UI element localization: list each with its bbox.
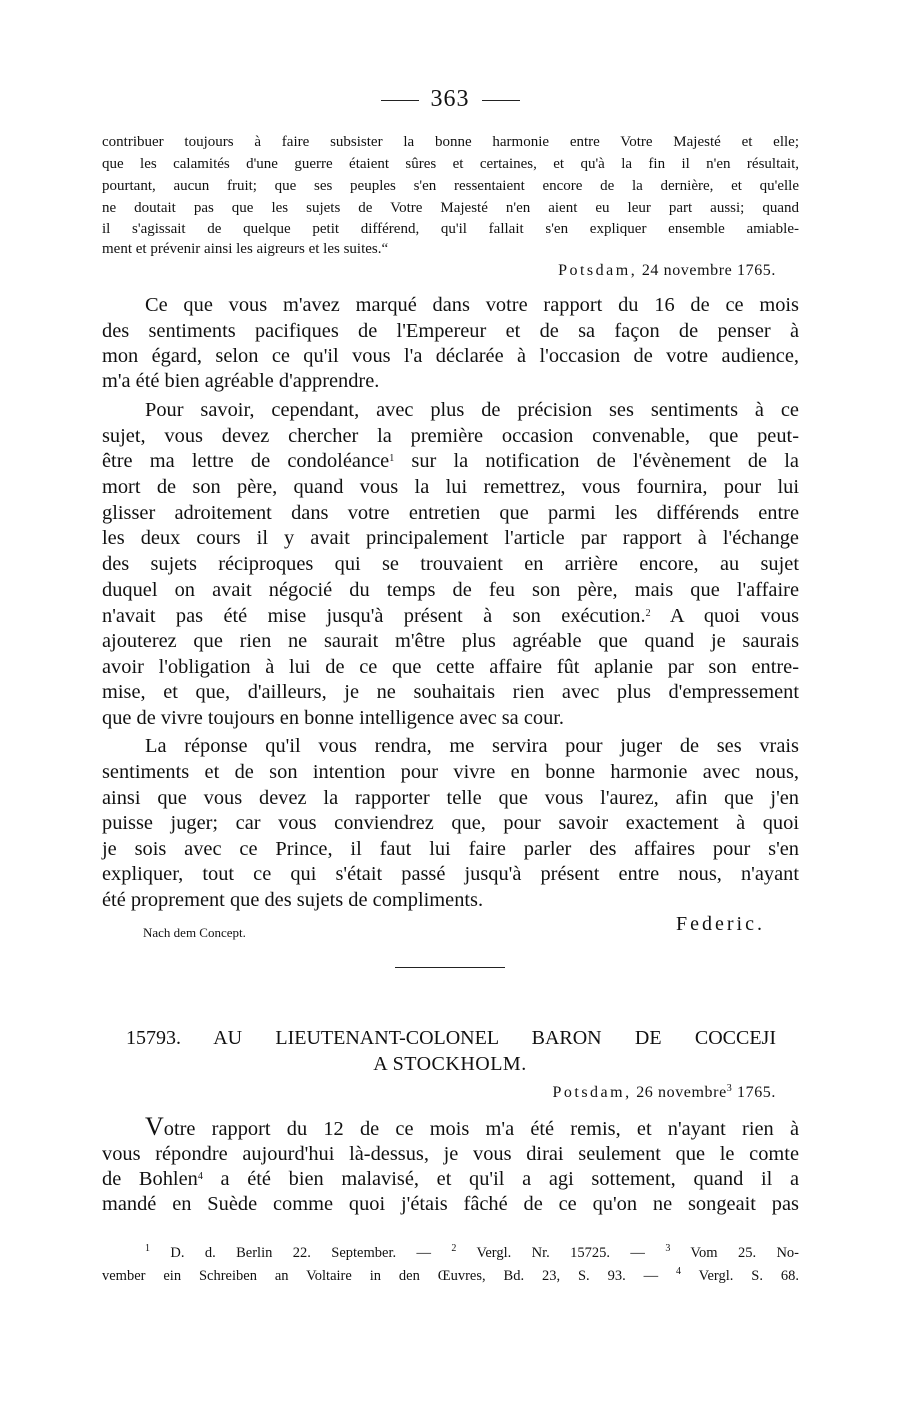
footnote-text: vember ein Schreiben an Voltaire in den Œuvres, Bd. 23, S. 93. — [102, 1268, 676, 1284]
footnote-marker: 2 [451, 1243, 457, 1254]
body-line: glisser adroitement dans votre entretien que parmi les différends entre [102, 502, 799, 524]
body-line: des sujets réciproques qui se trouvaient en arrière encore, au sujet [102, 553, 799, 575]
quote-line: contribuer toujours à faire subsister la bonne harmonie entre Votre Majesté et elle; [102, 134, 799, 150]
source-note: Nach dem Concept. [143, 925, 246, 940]
body-line: ajouterez que rien ne saurait m'être plus agréable que quand je saurais [102, 630, 799, 652]
body-line: m'a été bien agréable d'apprendre. [102, 370, 380, 392]
text-run: de Bohlen [102, 1168, 198, 1190]
letter-number: 15793. [126, 1027, 181, 1049]
footnote-text: Vergl. Nr. 15725. — [456, 1245, 666, 1261]
footnote-marker: 1 [145, 1243, 150, 1254]
body-line [145, 1114, 799, 1140]
body-line: mandé en Suède comme quoi j'étais fâché de ce qu'on ne songeait pas [102, 1193, 799, 1215]
dateline-place: Potsdam, [558, 262, 638, 279]
body-line: des sentiments pacifiques de l'Empereur et de sa façon de penser à [102, 320, 799, 342]
quote-line: ne doutait pas que les sujets de Votre Majesté n'en aient eu leur part aussi; quand [102, 200, 799, 216]
section-divider [395, 967, 505, 968]
body-line [102, 603, 799, 629]
body-line: Ce que vous m'avez marqué dans votre rapport du 16 de ce mois [145, 294, 799, 316]
footnote-line [102, 1268, 799, 1285]
footnote-ref: 1 [389, 453, 395, 464]
body-line: Pour savoir, cependant, avec plus de précision ses sentiments à ce [145, 399, 799, 421]
footnote-ref: 2 [645, 608, 651, 619]
quote-line: que les calamités d'une guerre étaient sûres et certaines, et qu'à la fin il n'en résultait, [102, 156, 799, 172]
body-line: les deux cours il y avait principalement l'article par rapport à l'échange [102, 527, 799, 549]
body-line: sujet, vous devez chercher la première occasion convenable, que peut- [102, 425, 799, 447]
body-line: La réponse qu'il vous rendra, me servira pour juger de ses vrais [145, 735, 799, 757]
text-run: otre rapport du 12 de ce mois m'a été remis, et n'ayant rien à [163, 1118, 799, 1140]
body-line: été proprement que des sujets de compliments. [102, 889, 484, 911]
dateline-date: 24 novembre 1765. [641, 262, 776, 279]
dateline-year: 1765. [732, 1084, 776, 1101]
body-line: puisse juger; car vous conviendrez que, pour savoir exactement à quoi [102, 812, 799, 834]
dateline [558, 262, 776, 280]
page-number: 363 [430, 86, 470, 112]
signature: Federic. [676, 913, 765, 935]
text-run: n'avait pas été mise jusqu'à présent à son exécution. [102, 605, 646, 627]
body-line [102, 1166, 799, 1192]
body-line: ainsi que vous devez la rapporter telle que vous l'aurez, afin que j'en [102, 787, 799, 809]
page-header [0, 86, 900, 113]
quote-line: ment et prévenir ainsi les aigreurs et les suites.“ [102, 241, 389, 257]
body-line: que de vivre toujours en bonne intelligence avec sa cour. [102, 707, 565, 729]
footnote-marker: 3 [665, 1243, 671, 1254]
letter-title: AU LIEUTENANT-COLONEL BARON DE COCCEJI [213, 1027, 776, 1049]
footnote-text: Vergl. S. 68. [681, 1268, 800, 1284]
footnote-line [145, 1245, 799, 1262]
body-line: sentiments et de son intention pour vivre en bonne harmonie avec nous, [102, 761, 799, 783]
header-dash-right [482, 100, 520, 101]
footnote-text: D. d. Berlin 22. September. — [150, 1245, 452, 1261]
footnote-text: Vom 25. No- [670, 1245, 800, 1261]
text-run: être ma lettre de condoléance [102, 450, 390, 472]
header-dash-left [381, 100, 419, 101]
footnote-marker: 4 [676, 1266, 681, 1277]
dateline-place: Potsdam, [552, 1084, 632, 1101]
body-line: mort de son père, quand vous la lui remettrez, vous fournira, pour lui [102, 476, 799, 498]
footnote-ref: 3 [726, 1083, 733, 1094]
body-line: vous répondre aujourd'hui là-dessus, je vous dirai seulement que le comte [102, 1143, 799, 1165]
body-line: avoir l'obligation à lui de ce que cette affaire fût aplanie par son entre- [102, 656, 799, 678]
dateline-date: 26 novembre [636, 1084, 727, 1101]
text-run: a été bien malavisé, et qu'il a agi sottement, quand il a [202, 1168, 799, 1190]
body-line: duquel on avait négocié du temps de feu son père, mais que l'affaire [102, 579, 799, 601]
quote-line: il s'agissait de quelque petit différend, qu'il fallait s'en expliquer ensemble amiable- [102, 221, 799, 237]
letter-heading [126, 1027, 776, 1050]
dateline [552, 1084, 776, 1102]
text-run: sur la notification de l'évènement de la [394, 450, 799, 472]
body-line: je sois avec ce Prince, il faut lui faire parler des affaires pour s'en [102, 838, 799, 860]
letter-title-line2: A STOCKHOLM. [373, 1053, 527, 1075]
body-line: expliquer, tout ce qui s'était passé jusqu'à présent entre nous, n'ayant [102, 863, 799, 885]
body-line: mon égard, selon ce qu'il vous l'a déclarée à l'occasion de votre audience, [102, 345, 799, 367]
body-line: mise, et que, d'ailleurs, je ne souhaitais rien avec plus d'empressement [102, 681, 799, 703]
drop-cap: V [145, 1112, 164, 1141]
quote-line: pourtant, aucun fruit; que ses peuples s'en ressentaient encore de la dernière, et qu'elle [102, 178, 799, 194]
text-run: A quoi vous [650, 605, 800, 627]
body-line [102, 448, 799, 474]
footnote-ref: 4 [197, 1171, 203, 1182]
